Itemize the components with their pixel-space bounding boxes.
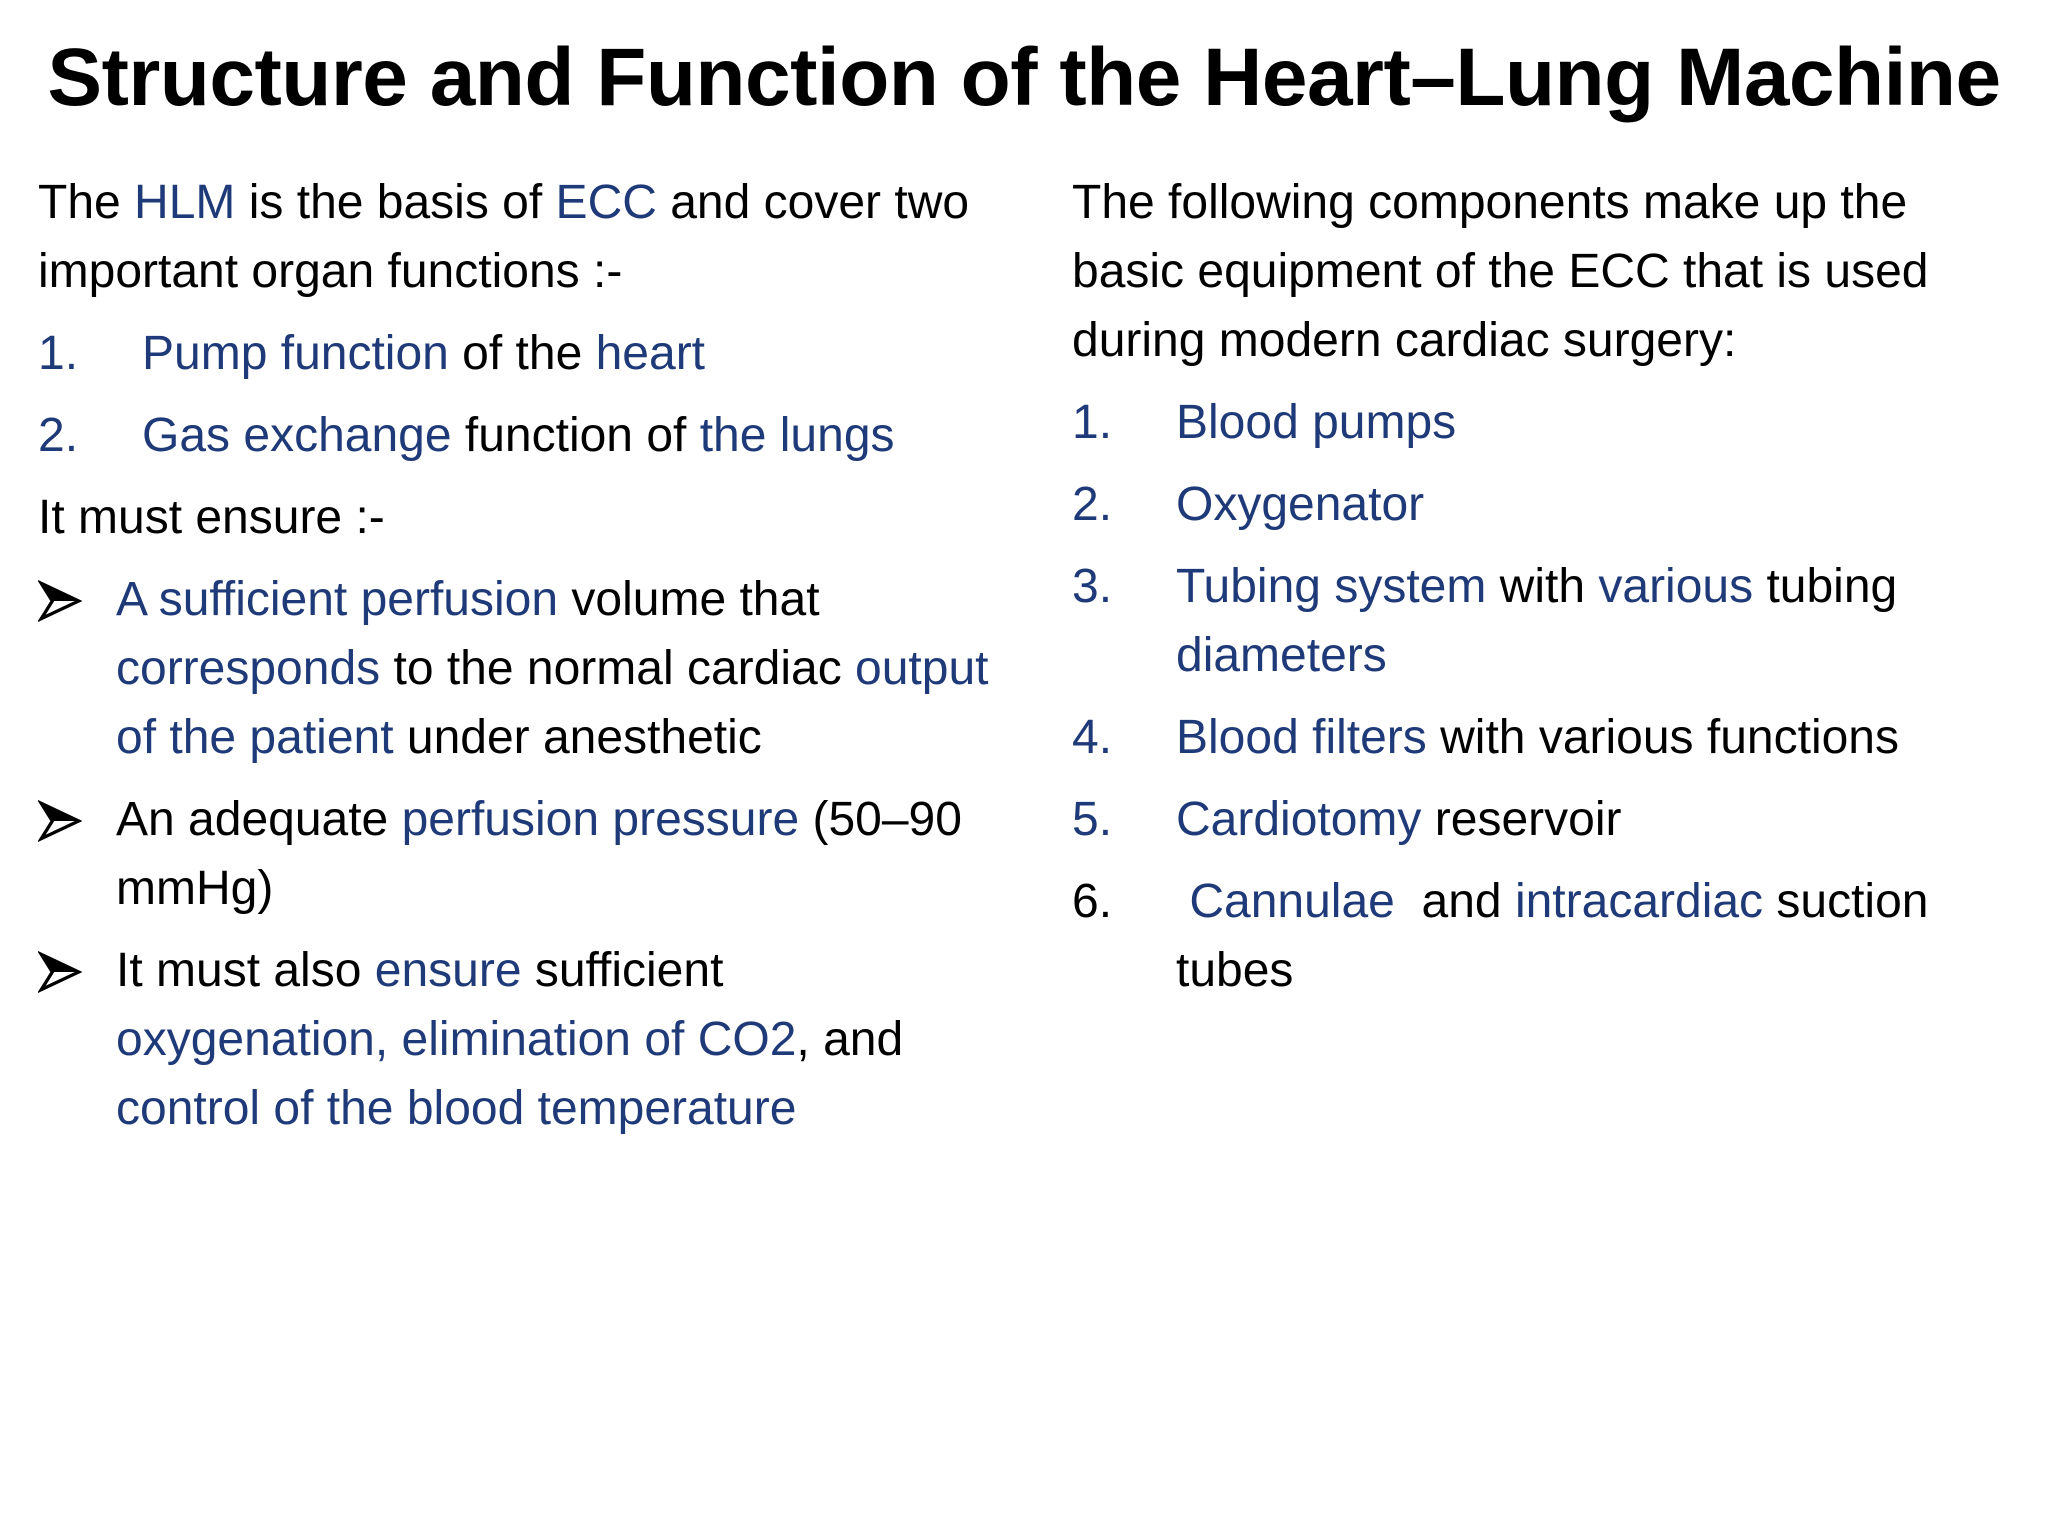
list-number: 5. xyxy=(1072,793,1113,846)
lungs-term: the lungs xyxy=(699,409,895,462)
component-item-tubing-system xyxy=(1072,552,2032,690)
bullet-perfusion-volume xyxy=(38,565,998,772)
bullet-term: oxygenation, elimination of CO2 xyxy=(116,1013,797,1066)
component-term: Cardiotomy xyxy=(1176,793,1422,846)
arrowhead-bullet-icon xyxy=(38,565,116,772)
pump-function-term: Pump function xyxy=(142,327,449,380)
function-item-pump xyxy=(38,319,998,388)
hlm-term: HLM xyxy=(134,176,236,229)
bullet-term: output of the patient xyxy=(116,642,989,764)
bullet-term: A sufficient perfusion xyxy=(116,573,559,626)
ensure-heading: It must ensure :- xyxy=(38,491,385,544)
heart-term: heart xyxy=(595,327,706,380)
component-term: Cannulae xyxy=(1176,875,1395,928)
slide-title: Structure and Function of the Heart–Lung Machine xyxy=(47,32,2001,123)
component-term: Blood filters xyxy=(1176,711,1427,764)
component-text: with xyxy=(1486,560,1599,613)
bullet-text: under anesthetic xyxy=(393,711,762,764)
bullet-term: perfusion pressure xyxy=(401,793,800,846)
bullet-term: corresponds xyxy=(116,642,381,695)
component-text: with various functions xyxy=(1426,711,1899,764)
list-number: 1. xyxy=(38,327,79,380)
component-item-cannulae xyxy=(1072,867,2032,1005)
component-item-oxygenator xyxy=(1072,470,2032,539)
function-item-gas-exchange xyxy=(38,401,998,470)
left-column xyxy=(38,168,998,1156)
bullet-text: , and xyxy=(796,1013,904,1066)
component-text: reservoir xyxy=(1421,793,1622,846)
intro-text: is the basis of xyxy=(235,176,556,229)
function-text: of the xyxy=(448,327,596,380)
component-item-blood-filters xyxy=(1072,703,2032,772)
list-number: 2. xyxy=(1072,478,1113,531)
bullet-text: An adequate xyxy=(116,793,402,846)
function-text: function of xyxy=(451,409,700,462)
intro-text: and cover two important organ functions :- xyxy=(38,176,970,298)
component-term: diameters xyxy=(1176,629,1387,682)
list-number: 2. xyxy=(38,409,79,462)
bullet-text: volume that xyxy=(558,573,820,626)
component-term: Tubing system xyxy=(1176,560,1487,613)
list-number: 1. xyxy=(1072,396,1113,449)
component-text: suction tubes xyxy=(1176,875,1929,997)
bullet-text: to the normal cardiac xyxy=(380,642,856,695)
bullet-term: ensure xyxy=(374,944,522,997)
bullet-text: It must also xyxy=(116,944,375,997)
list-number: 3. xyxy=(1072,560,1113,613)
bullet-text: sufficient xyxy=(521,944,724,997)
list-number: 4. xyxy=(1072,711,1113,764)
component-text: tubing xyxy=(1753,560,1898,613)
component-term: intracardiac xyxy=(1514,875,1764,928)
component-item-cardiotomy-reservoir xyxy=(1072,785,2032,854)
component-term: Oxygenator xyxy=(1176,478,1425,531)
list-number: 6. xyxy=(1072,875,1113,928)
arrowhead-bullet-icon xyxy=(38,785,116,923)
component-item-blood-pumps xyxy=(1072,388,2032,457)
component-term: various xyxy=(1598,560,1754,613)
right-intro: The following components make up the basic equipment of the ECC that is used during modern cardiac surgery: xyxy=(1072,176,1929,367)
bullet-oxygenation xyxy=(38,936,998,1143)
bullet-term: control of the blood temperature xyxy=(116,1082,797,1135)
component-text: and xyxy=(1394,875,1515,928)
arrowhead-bullet-icon xyxy=(38,936,116,1143)
gas-exchange-term: Gas exchange xyxy=(142,409,452,462)
bullet-perfusion-pressure xyxy=(38,785,998,923)
component-term: Blood pumps xyxy=(1176,396,1457,449)
ecc-term: ECC xyxy=(555,176,657,229)
left-intro xyxy=(38,168,998,306)
intro-text: The xyxy=(38,176,135,229)
bullet-text: (50–90 mmHg) xyxy=(116,793,962,915)
right-column xyxy=(1072,168,2032,1018)
